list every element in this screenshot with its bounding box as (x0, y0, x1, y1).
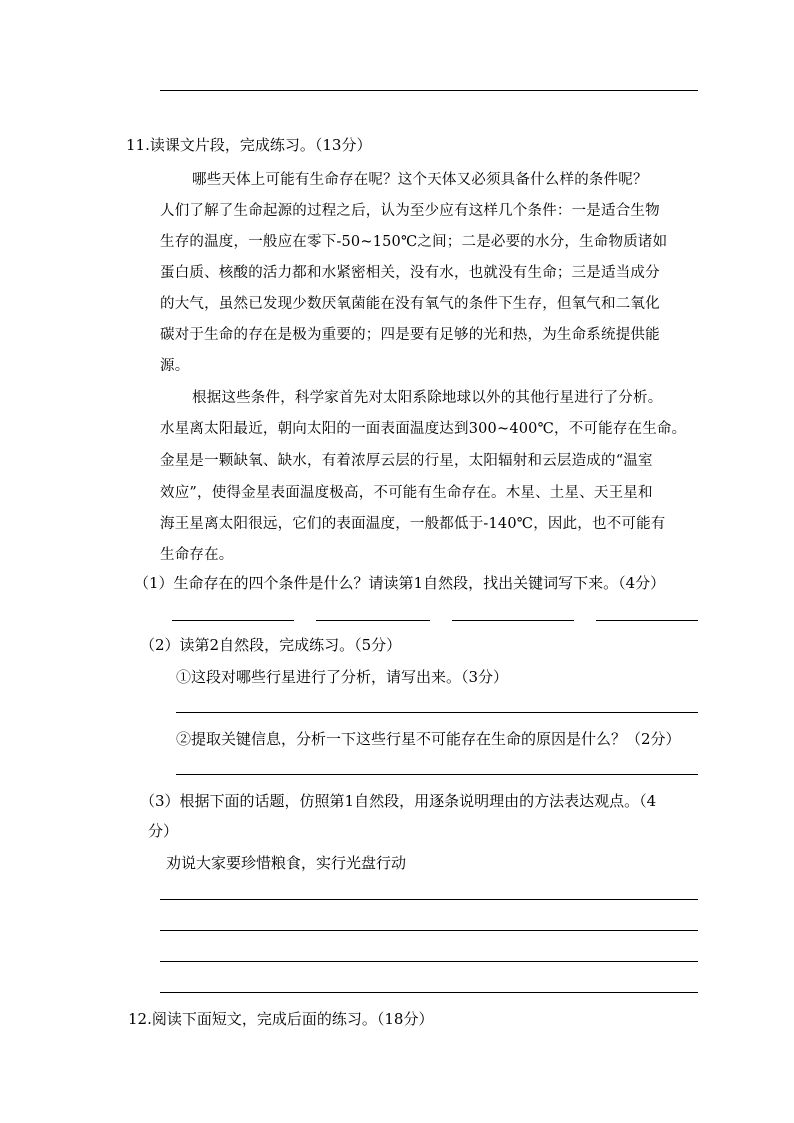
passage-line: 海王星离太阳很远，它们的表面温度，一般都低于-140℃，因此，也不可能有 (160, 516, 666, 532)
passage-line: 蛋白质、核酸的活力都和水紧密相关，没有水，也就没有生命；三是适当成分 (160, 265, 660, 281)
passage-line: 源。 (160, 358, 190, 374)
topic-prompt: 劝说大家要珍惜粮食，实行光盘行动 (166, 854, 407, 872)
sub-question-1: （1）生命存在的四个条件是什么？请读第1自然段，找出关键词写下来。（4分） (134, 574, 666, 592)
passage-line: 生命存在。 (160, 547, 234, 563)
answer-line-top (160, 90, 698, 91)
answer-line-3c[interactable] (160, 961, 698, 962)
answer-line-3d[interactable] (160, 992, 698, 993)
answer-line-3a[interactable] (160, 899, 698, 900)
sub-question-2b: ②提取关键信息，分析一下这些行星不可能存在生命的原因是什么？（2分） (176, 730, 681, 748)
passage-line: 生存的温度，一般应在零下-50~150℃之间；二是必要的水分，生命物质诸如 (160, 234, 668, 250)
answer-blank-2[interactable] (316, 620, 430, 621)
answer-blank-1[interactable] (172, 620, 294, 621)
passage-line: 效应”，使得金星表面温度极高，不可能有生命存在。木星、土星、天王星和 (160, 485, 653, 501)
answer-line-3b[interactable] (160, 930, 698, 931)
passage-line: 水星离太阳最近，朝向太阳的一面表面温度达到300~400℃，不可能存在生命。 (160, 421, 687, 437)
question-12-heading: 12.阅读下面短文，完成后面的练习。（18分） (128, 1010, 434, 1028)
answer-line-2a[interactable] (176, 712, 698, 713)
answer-blank-4[interactable] (596, 620, 698, 621)
sub-question-2: （2）读第2自然段，完成练习。（5分） (140, 636, 402, 654)
passage-line: 的大气，虽然已发现少数厌氧菌能在没有氧气的条件下生存，但氧气和二氧化 (160, 296, 660, 312)
passage-line: 金星是一颗缺氧、缺水，有着浓厚云层的行星，太阳辐射和云层造成的“温室 (160, 453, 653, 469)
sub-question-2a: ①这段对哪些行星进行了分析，请写出来。（3分） (176, 668, 509, 686)
passage-line: 哪些天体上可能有生命存在呢？这个天体又必须具备什么样的条件呢？ (192, 172, 648, 188)
passage-line: 根据这些条件，科学家首先对太阳系除地球以外的其他行星进行了分析。 (192, 390, 663, 406)
passage-line: 人们了解了生命起源的过程之后，认为至少应有这样几个条件：一是适合生物 (160, 203, 660, 219)
sub-question-3-continued: 分） (148, 822, 179, 840)
answer-blank-3[interactable] (452, 620, 574, 621)
answer-line-2b[interactable] (176, 774, 698, 775)
question-11-heading: 11.读课文片段，完成练习。（13分） (126, 136, 372, 154)
sub-question-3: （3）根据下面的话题，仿照第1自然段，用逐条说明理由的方法表达观点。（4 (140, 792, 657, 810)
passage-line: 碳对于生命的存在是极为重要的；四是要有足够的光和热，为生命系统提供能 (160, 327, 660, 343)
